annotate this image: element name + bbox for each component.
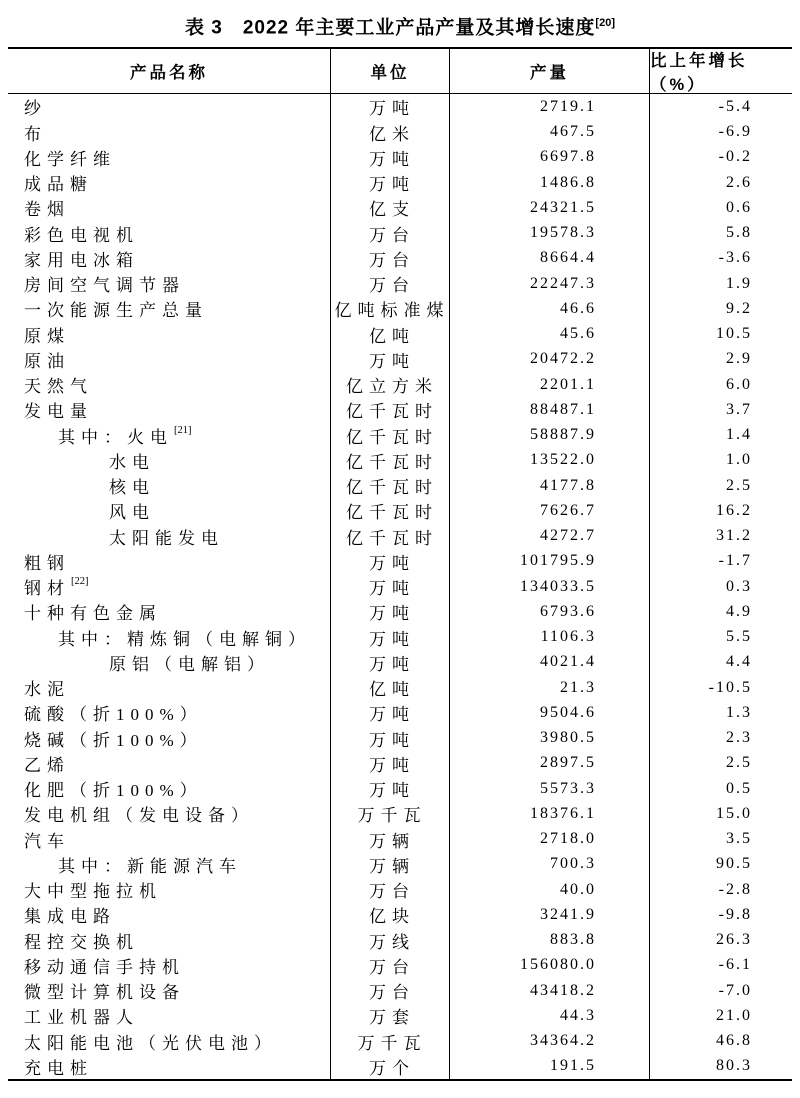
product-name-cell: 卷烟: [8, 195, 331, 220]
table-row: [8, 700, 792, 725]
product-name-cell: 发电量: [8, 397, 331, 422]
growth-cell: 5.8: [726, 224, 752, 242]
growth-cell: 2.5: [726, 754, 752, 772]
growth-cell: -3.6: [718, 249, 752, 267]
growth-cell: 21.0: [716, 1006, 752, 1024]
table-row: [8, 221, 792, 246]
unit-cell: 万个: [331, 1054, 450, 1079]
unit-cell: 亿千瓦时: [331, 423, 450, 448]
output-cell: 8664.4: [450, 246, 650, 271]
product-name-cell: 粗钢: [8, 549, 331, 574]
table-row: [8, 953, 792, 978]
table-row: [8, 246, 792, 271]
product-name-cell: 一次能源生产总量: [8, 296, 331, 321]
product-name-cell: 纱: [8, 94, 331, 119]
title-footnote-ref: [20]: [595, 17, 615, 29]
unit-cell: 万吨: [331, 94, 450, 119]
growth-cell: 2.9: [726, 350, 752, 368]
header-growth: 比上年增长（%）: [650, 52, 748, 95]
unit-cell: 万吨: [331, 650, 450, 675]
growth-cell: 90.5: [716, 855, 752, 873]
product-name-cell: 烧碱（折100%）: [8, 726, 331, 751]
growth-cell: 3.5: [726, 830, 752, 848]
growth-cell: 0.3: [726, 577, 752, 595]
output-cell: 46.6: [450, 296, 650, 321]
growth-cell: 9.2: [726, 299, 752, 317]
table-row: [8, 145, 792, 170]
output-cell: 3980.5: [450, 726, 650, 751]
unit-cell: 万吨: [331, 776, 450, 801]
output-cell: 134033.5: [450, 574, 650, 599]
table-row: [8, 1003, 792, 1028]
output-cell: 2719.1: [450, 94, 650, 119]
unit-cell: 亿千瓦时: [331, 498, 450, 523]
table-row: [8, 195, 792, 220]
growth-cell: 10.5: [716, 325, 752, 343]
table-body: [8, 94, 792, 1079]
unit-cell: 万吨: [331, 625, 450, 650]
table-row: [8, 625, 792, 650]
unit-cell: 万吨: [331, 170, 450, 195]
product-name-cell: 彩色电视机: [8, 221, 331, 246]
output-cell: 1486.8: [450, 170, 650, 195]
unit-cell: 万吨: [331, 599, 450, 624]
table-row: [8, 1054, 792, 1079]
table-row: [8, 675, 792, 700]
table-row: [8, 498, 792, 523]
output-cell: 6793.6: [450, 599, 650, 624]
table-row: [8, 372, 792, 397]
product-name-cell: 水电: [8, 448, 331, 473]
unit-cell: 万台: [331, 246, 450, 271]
output-cell: 883.8: [450, 928, 650, 953]
unit-cell: 万千瓦: [331, 801, 450, 826]
growth-cell: -7.0: [718, 981, 752, 999]
unit-cell: 万吨: [331, 700, 450, 725]
output-cell: 4021.4: [450, 650, 650, 675]
product-name-cell: 汽车: [8, 827, 331, 852]
product-name-cell: 水泥: [8, 675, 331, 700]
table-row: [8, 120, 792, 145]
growth-cell: 0.5: [726, 779, 752, 797]
unit-cell: 万吨: [331, 726, 450, 751]
output-cell: 45.6: [450, 322, 650, 347]
output-cell: 5573.3: [450, 776, 650, 801]
unit-cell: 万吨: [331, 574, 450, 599]
product-name-cell: 其中：新能源汽车: [8, 852, 331, 877]
unit-cell: 万台: [331, 221, 450, 246]
unit-cell: 万台: [331, 877, 450, 902]
product-name-cell: 太阳能发电: [8, 524, 331, 549]
product-name-cell: 原铝（电解铝）: [8, 650, 331, 675]
footnote-ref: [21]: [174, 424, 192, 436]
unit-cell: 亿米: [331, 120, 450, 145]
table-row: [8, 877, 792, 902]
table-row: [8, 397, 792, 422]
output-cell: 22247.3: [450, 271, 650, 296]
table-row: [8, 296, 792, 321]
unit-cell: 万千瓦: [331, 1029, 450, 1054]
growth-cell: 1.3: [726, 703, 752, 721]
product-name-cell: 房间空气调节器: [8, 271, 331, 296]
growth-cell: 2.5: [726, 476, 752, 494]
unit-cell: 万吨: [331, 549, 450, 574]
product-name-cell: 核电: [8, 473, 331, 498]
table-header-row: [8, 49, 792, 94]
table-row: [8, 271, 792, 296]
output-cell: 6697.8: [450, 145, 650, 170]
output-cell: 19578.3: [450, 221, 650, 246]
table-title: [0, 0, 800, 41]
unit-cell: 亿吨: [331, 675, 450, 700]
growth-cell: -1.7: [718, 552, 752, 570]
product-name-cell: 集成电路: [8, 902, 331, 927]
table-row: [8, 599, 792, 624]
growth-cell: 80.3: [716, 1057, 752, 1075]
footnote-ref: [22]: [71, 576, 89, 588]
table-row: [8, 827, 792, 852]
header-product-name: 产品名称: [8, 49, 331, 93]
growth-cell: 1.9: [726, 274, 752, 292]
unit-cell: 亿千瓦时: [331, 473, 450, 498]
table-row: [8, 170, 792, 195]
table-row: [8, 423, 792, 448]
growth-cell: 1.0: [726, 451, 752, 469]
output-cell: 13522.0: [450, 448, 650, 473]
product-name-cell: 原煤: [8, 322, 331, 347]
unit-cell: 亿千瓦时: [331, 397, 450, 422]
product-name-cell: 其中：精炼铜（电解铜）: [8, 625, 331, 650]
growth-cell: 4.9: [726, 602, 752, 620]
table-row: [8, 650, 792, 675]
output-cell: 58887.9: [450, 423, 650, 448]
growth-cell: -5.4: [718, 97, 752, 115]
growth-cell: 3.7: [726, 400, 752, 418]
growth-cell: -6.1: [718, 956, 752, 974]
growth-cell: 15.0: [716, 804, 752, 822]
unit-cell: 万套: [331, 1003, 450, 1028]
product-name-cell: 风电: [8, 498, 331, 523]
unit-cell: 万吨: [331, 751, 450, 776]
table-row: [8, 726, 792, 751]
unit-cell: 亿千瓦时: [331, 448, 450, 473]
output-cell: 9504.6: [450, 700, 650, 725]
product-name-cell: 移动通信手持机: [8, 953, 331, 978]
output-cell: 2718.0: [450, 827, 650, 852]
growth-cell: -10.5: [708, 678, 752, 696]
output-cell: 191.5: [450, 1054, 650, 1079]
unit-cell: 万辆: [331, 852, 450, 877]
unit-cell: 亿支: [331, 195, 450, 220]
product-name-cell: 乙烯: [8, 751, 331, 776]
product-name-cell: 工业机器人: [8, 1003, 331, 1028]
table-row: [8, 902, 792, 927]
unit-cell: 亿千瓦时: [331, 524, 450, 549]
table-row: [8, 852, 792, 877]
table-row: [8, 549, 792, 574]
growth-cell: -0.2: [718, 148, 752, 166]
growth-cell: 6.0: [726, 375, 752, 393]
growth-cell: 0.6: [726, 198, 752, 216]
unit-cell: 万台: [331, 271, 450, 296]
growth-cell: 5.5: [726, 628, 752, 646]
unit-cell: 亿立方米: [331, 372, 450, 397]
output-cell: 156080.0: [450, 953, 650, 978]
product-name-cell: 硫酸（折100%）: [8, 700, 331, 725]
table-title-text: 表 3 2022 年主要工业产品产量及其增长速度: [185, 17, 596, 39]
unit-cell: 万吨: [331, 145, 450, 170]
growth-cell: -6.9: [718, 123, 752, 141]
growth-cell: 1.4: [726, 426, 752, 444]
growth-cell: 2.3: [726, 729, 752, 747]
table-row: [8, 776, 792, 801]
product-name-cell: 化学纤维: [8, 145, 331, 170]
output-cell: 21.3: [450, 675, 650, 700]
output-cell: 467.5: [450, 120, 650, 145]
industrial-products-table: [8, 47, 792, 1081]
output-cell: 40.0: [450, 877, 650, 902]
output-cell: 2201.1: [450, 372, 650, 397]
product-name-cell: 成品糖: [8, 170, 331, 195]
output-cell: 20472.2: [450, 347, 650, 372]
table-row: [8, 322, 792, 347]
header-output: 产量: [450, 49, 650, 93]
unit-cell: 万辆: [331, 827, 450, 852]
output-cell: 7626.7: [450, 498, 650, 523]
product-name-cell: 钢材 [22]: [8, 574, 331, 599]
table-row: [8, 928, 792, 953]
output-cell: 101795.9: [450, 549, 650, 574]
growth-cell: 26.3: [716, 931, 752, 949]
product-name-cell: 化肥（折100%）: [8, 776, 331, 801]
growth-cell: 31.2: [716, 527, 752, 545]
unit-cell: 万台: [331, 953, 450, 978]
growth-cell: 16.2: [716, 501, 752, 519]
growth-cell: 4.4: [726, 653, 752, 671]
product-name-cell: 天然气: [8, 372, 331, 397]
output-cell: 43418.2: [450, 978, 650, 1003]
product-name-cell: 其中：火电 [21]: [8, 423, 331, 448]
unit-cell: 万线: [331, 928, 450, 953]
output-cell: 34364.2: [450, 1029, 650, 1054]
product-name-cell: 家用电冰箱: [8, 246, 331, 271]
output-cell: 2897.5: [450, 751, 650, 776]
unit-cell: 万吨: [331, 347, 450, 372]
table-row: [8, 801, 792, 826]
product-name-cell: 程控交换机: [8, 928, 331, 953]
output-cell: 700.3: [450, 852, 650, 877]
unit-cell: 亿块: [331, 902, 450, 927]
table-row: [8, 751, 792, 776]
growth-cell: -9.8: [718, 905, 752, 923]
table-row: [8, 94, 792, 119]
product-name-cell: 十种有色金属: [8, 599, 331, 624]
output-cell: 3241.9: [450, 902, 650, 927]
output-cell: 4272.7: [450, 524, 650, 549]
output-cell: 24321.5: [450, 195, 650, 220]
growth-cell: -2.8: [718, 880, 752, 898]
product-name-cell: 太阳能电池（光伏电池）: [8, 1029, 331, 1054]
product-name-cell: 大中型拖拉机: [8, 877, 331, 902]
table-row: [8, 524, 792, 549]
table-row: [8, 1029, 792, 1054]
unit-cell: 亿吨标准煤: [331, 296, 450, 321]
product-name-cell: 发电机组（发电设备）: [8, 801, 331, 826]
table-row: [8, 473, 792, 498]
output-cell: 4177.8: [450, 473, 650, 498]
unit-cell: 万台: [331, 978, 450, 1003]
product-name-cell: 布: [8, 120, 331, 145]
header-unit: 单位: [331, 49, 450, 93]
product-name-cell: 原油: [8, 347, 331, 372]
table-row: [8, 574, 792, 599]
unit-cell: 亿吨: [331, 322, 450, 347]
output-cell: 18376.1: [450, 801, 650, 826]
table-row: [8, 347, 792, 372]
output-cell: 1106.3: [450, 625, 650, 650]
growth-cell: 2.6: [726, 173, 752, 191]
product-name-cell: 充电桩: [8, 1054, 331, 1079]
table-row: [8, 978, 792, 1003]
output-cell: 88487.1: [450, 397, 650, 422]
table-row: [8, 448, 792, 473]
growth-cell: 46.8: [716, 1032, 752, 1050]
output-cell: 44.3: [450, 1003, 650, 1028]
product-name-cell: 微型计算机设备: [8, 978, 331, 1003]
